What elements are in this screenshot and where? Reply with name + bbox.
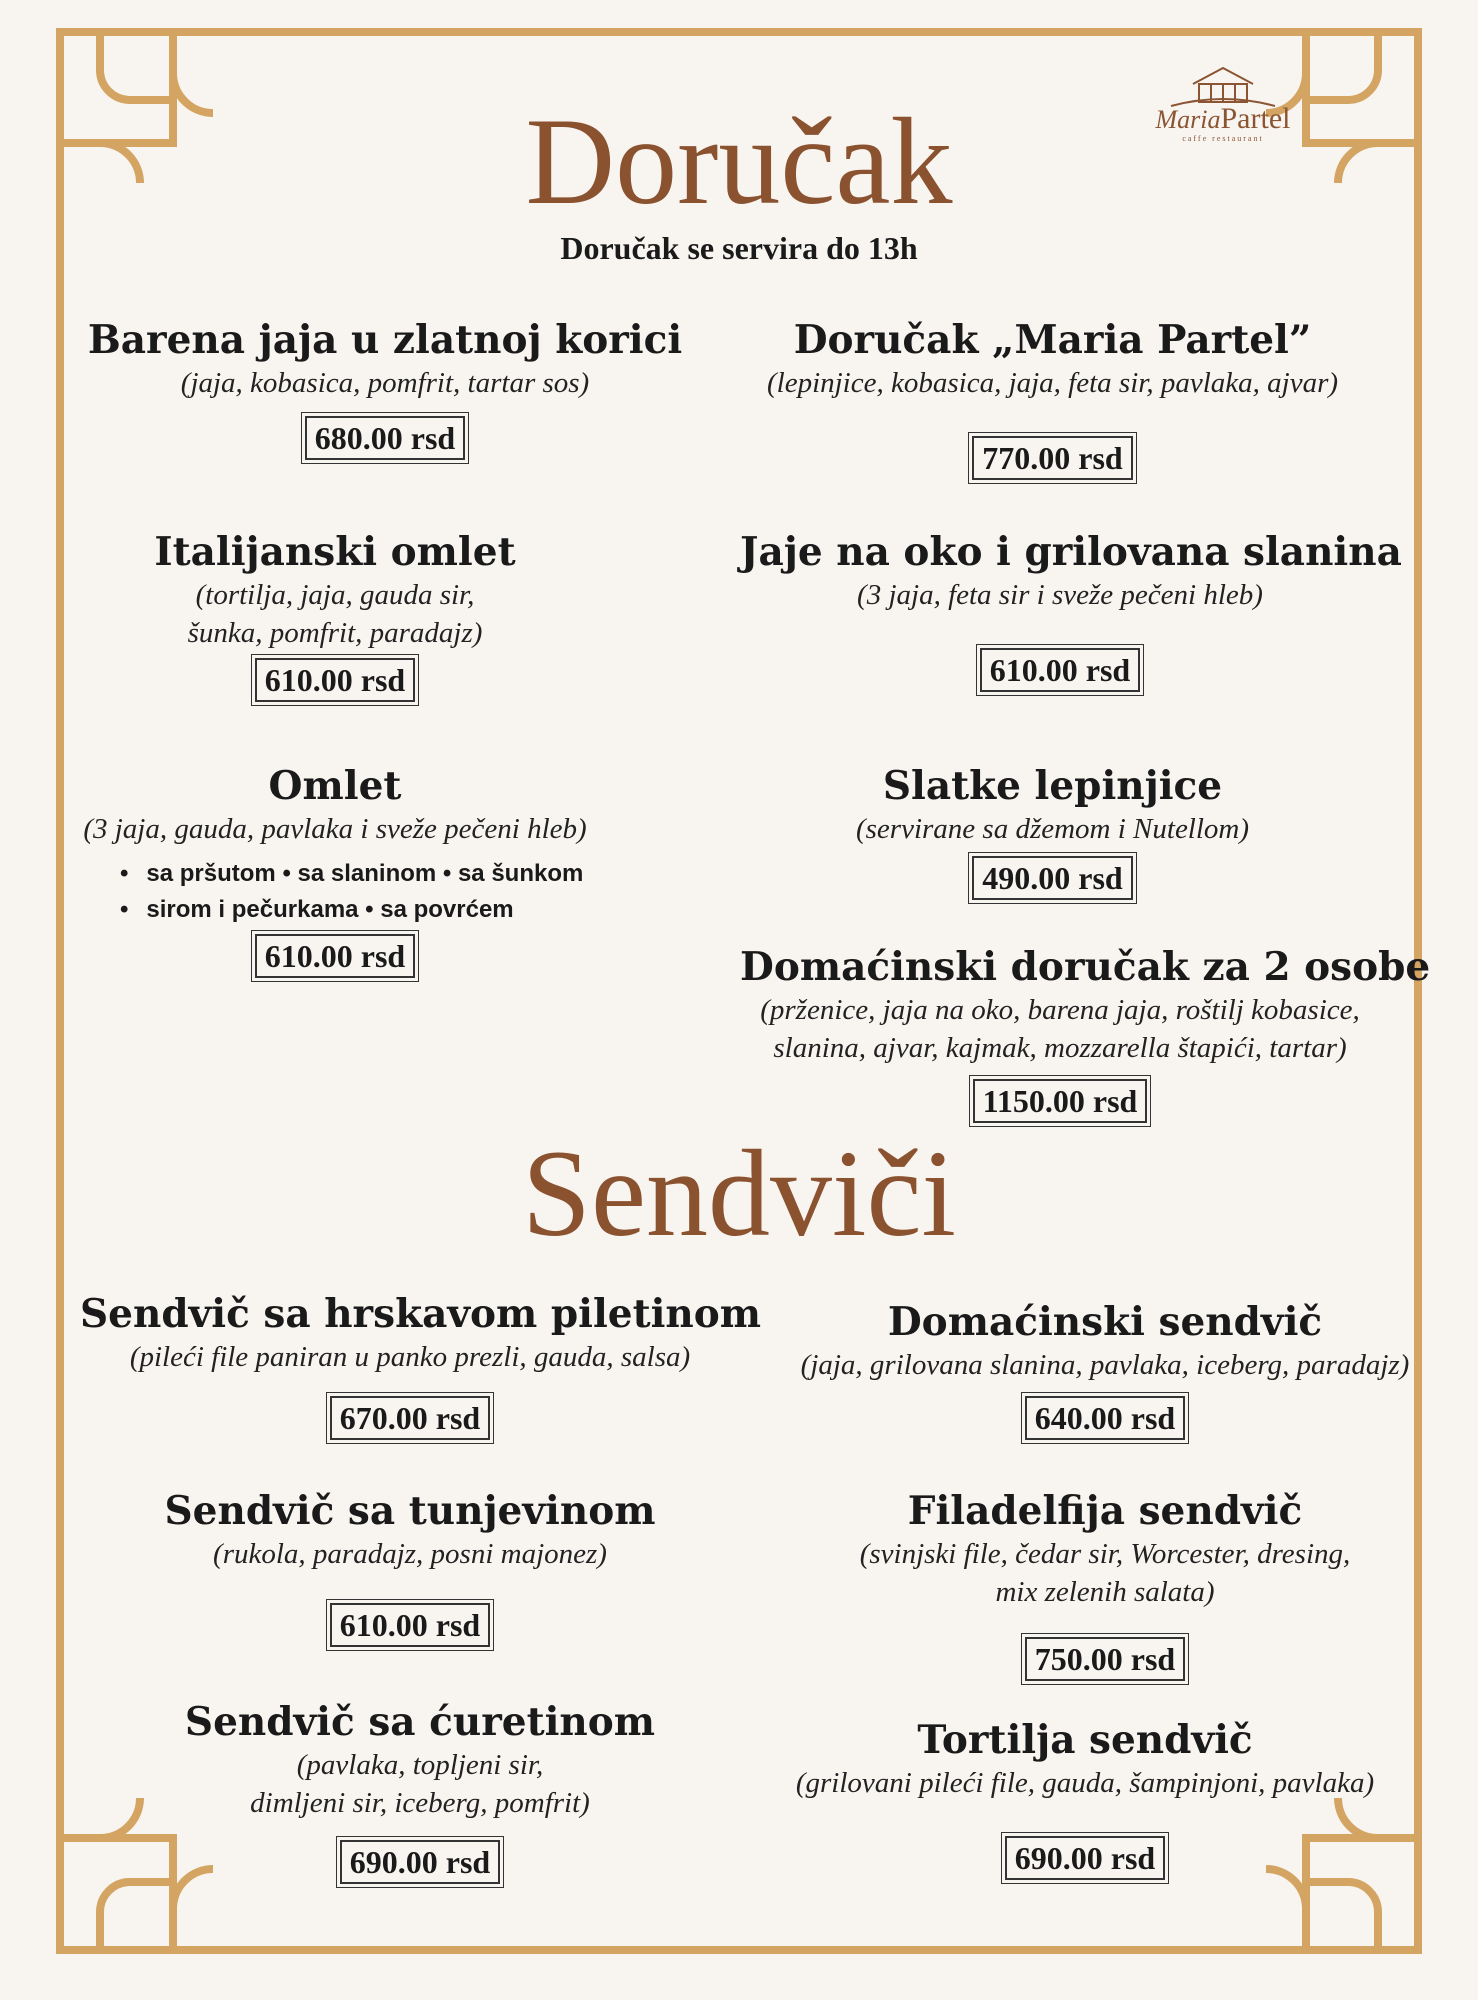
item-price: 490.00 rsd: [972, 856, 1132, 900]
item-price: 690.00 rsd: [1005, 1836, 1165, 1880]
menu-item: [770, 1716, 1400, 1880]
menu-item: [130, 1698, 710, 1884]
item-price: 610.00 rsd: [255, 934, 415, 978]
menu-item: [740, 316, 1365, 480]
item-description: (3 jaja, gauda, pavlaka i sveže pečeni hleb): [83, 813, 587, 845]
item-price: 690.00 rsd: [340, 1840, 500, 1884]
item-description: (pavlaka, topljeni sir,: [296, 1749, 544, 1781]
menu-item: [740, 943, 1431, 1123]
item-name: Barena jaja u zlatnoj korici: [87, 317, 683, 363]
item-name: Jaje na oko i grilovana slanina: [740, 529, 1402, 575]
item-name: Sendvič sa ćuretinom: [184, 1699, 656, 1745]
item-description: (tortilja, jaja, gauda sir,: [195, 579, 475, 611]
item-description: (jaja, kobasica, pomfrit, tartar sos): [180, 367, 590, 399]
item-description: (servirane sa džemom i Nutellom): [855, 813, 1250, 845]
item-price: 610.00 rsd: [255, 658, 415, 702]
item-name: Filadelfija sendvič: [907, 1488, 1303, 1534]
item-description: (3 jaja, feta sir i sveže pečeni hleb): [857, 579, 1263, 611]
item-price: 770.00 rsd: [972, 436, 1132, 480]
sandwiches-title: Sendviči: [522, 1125, 956, 1262]
item-description: mix zelenih salata): [995, 1576, 1215, 1608]
option-line: • sirom i pečurkama • sa povrćem: [120, 892, 590, 928]
menu-item: [740, 528, 1402, 692]
item-description: dimljeni sir, iceberg, pomfrit): [250, 1787, 590, 1819]
option-line: • sa pršutom • sa slaninom • sa šunkom: [120, 856, 590, 892]
item-name: Sendvič sa tunjevinom: [164, 1488, 656, 1534]
item-name: Tortilja sendvič: [917, 1717, 1253, 1763]
item-description: šunka, pomfrit, paradajz): [187, 617, 483, 649]
menu-item: [80, 762, 590, 978]
item-description: (jaja, grilovana slanina, pavlaka, iceberg, paradajz): [800, 1349, 1410, 1381]
omelet-options: [120, 856, 590, 928]
item-name: Italijanski omlet: [154, 529, 516, 575]
menu-item: [770, 1298, 1440, 1440]
item-name: Domaćinski doručak za 2 osobe: [740, 944, 1431, 990]
menu-item: [750, 762, 1355, 900]
item-price: 750.00 rsd: [1025, 1637, 1185, 1681]
logo-tagline: caffe restaurant: [1182, 134, 1264, 143]
item-name: Sendvič sa hrskavom piletinom: [80, 1291, 762, 1337]
item-name: Slatke lepinjice: [882, 763, 1223, 809]
item-description: slanina, ajvar, kajmak, mozzarella štapići, tartar): [773, 1032, 1347, 1064]
breakfast-title: Doručak: [525, 93, 953, 230]
item-name: Omlet: [268, 763, 402, 809]
menu-item: [80, 1290, 762, 1440]
menu-item: [80, 1487, 740, 1647]
logo-script: Maria: [1155, 105, 1221, 134]
item-price: 610.00 rsd: [330, 1603, 490, 1647]
item-description: (prženice, jaja na oko, barena jaja, roštilj kobasice,: [760, 994, 1360, 1026]
item-price: 610.00 rsd: [980, 648, 1140, 692]
logo-brand: Partel: [1220, 102, 1291, 135]
item-description: (svinjski file, čedar sir, Worcester, dresing,: [859, 1538, 1351, 1570]
breakfast-subtitle: Doručak se servira do 13h: [560, 230, 918, 266]
item-description: (pileći file paniran u panko prezli, gauda, salsa): [129, 1341, 691, 1373]
menu-item: [80, 316, 690, 460]
item-description: (grilovani pileći file, gauda, šampinjoni, pavlaka): [795, 1767, 1375, 1799]
menu-item: [800, 1487, 1410, 1681]
item-price: 670.00 rsd: [330, 1396, 490, 1440]
item-name: Domaćinski sendvič: [887, 1299, 1323, 1345]
item-name: Doručak „Maria Partel”: [793, 317, 1312, 363]
item-price: 640.00 rsd: [1025, 1396, 1185, 1440]
item-description: (lepinjice, kobasica, jaja, feta sir, pavlaka, ajvar): [766, 367, 1339, 399]
item-description: (rukola, paradajz, posni majonez): [213, 1538, 607, 1570]
item-price: 680.00 rsd: [305, 416, 465, 460]
item-price: 1150.00 rsd: [973, 1079, 1148, 1123]
menu-item: [80, 528, 590, 702]
